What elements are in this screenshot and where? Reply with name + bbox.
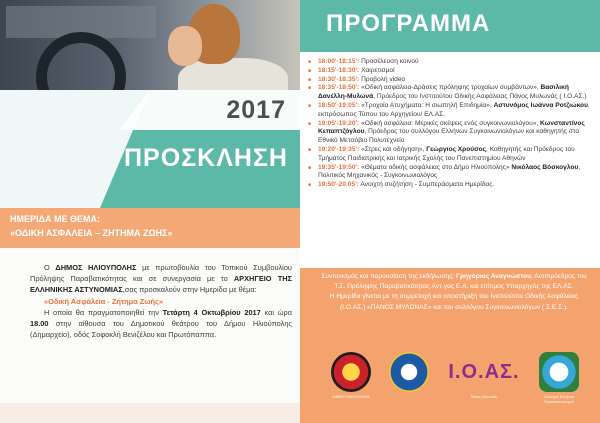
program-item: [308, 120, 596, 146]
municipality-emblem-icon: [331, 352, 371, 392]
invitation-body: [30, 262, 292, 340]
police-emblem-icon: [389, 352, 429, 392]
program-time: 18:15'-18:30':: [318, 66, 360, 74]
invitation-title: ΠΡΟΣΚΛΗΣΗ: [123, 144, 288, 172]
program-item: [308, 84, 596, 102]
program-details: , Καθηγητής και Πρόεδρος του Τμήματος Παιδιατρικής και Ιατρικής Σχολής του Πανεπιστημίου Αθηνών: [318, 145, 575, 162]
program-text: «Τροχαία Ατυχήματα: Η σιωπηλή Επιδημία»,: [359, 101, 494, 109]
steering-wheel-icon: [36, 32, 126, 90]
municipality-logo: ΔΗΜΟΣ ΗΛΙΟΥΠΟΛΗΣ: [324, 352, 378, 416]
theme-line: «Οδική Ασφάλεια - Ζήτημα Ζωής»: [44, 296, 164, 306]
program-time: 19:35'-19:50':: [318, 163, 360, 171]
driving-simulator-photo: [0, 0, 300, 90]
program-time: 18:00'-18:15':: [318, 58, 360, 65]
program-time: 19:50'-20.05':: [318, 181, 359, 189]
program-speaker: Νικόλαος Βόσκογλου: [511, 163, 579, 171]
topic-banner: [0, 208, 300, 248]
program-text: Προσέλευση κοινού: [359, 58, 419, 65]
program-title: ΠΡΟΓΡΑΜΜΑ: [326, 10, 491, 37]
program-speaker: Γεώργιος Χρούσος: [426, 145, 487, 153]
support-line: Η Ημερίδα γίνεται με τη συμμετοχή και υποστήριξη του Ινστιτούτου Οδικής Ασφάλειας (Ι.Ο.ΑΣ.) «ΠΑΝΟΣ ΜΥΛΩΝΑΣ» και του συλλόγου Συγκοινωνιολόγων ( Σ.Ε.Σ.).: [329, 293, 579, 311]
program-time: 19:05'-19:20':: [318, 119, 360, 127]
program-time: 18:50'-19:05':: [318, 101, 360, 109]
year-label: 2017: [226, 96, 286, 124]
ses-logo: Σύλλογος Ελλήνων Συγκοινωνιολόγων: [532, 352, 586, 416]
program-text: Προβολή video: [359, 75, 406, 83]
program-list: [308, 58, 596, 190]
program-time: 18:35'-18:50':: [318, 84, 360, 92]
program-panel: [300, 0, 600, 423]
program-text: «Οδική ασφάλεια: Μερικές σκέψεις ενός συγκοινωνιολόγου»,: [359, 119, 541, 127]
program-item: [308, 181, 596, 190]
organizer-text: [318, 272, 590, 313]
program-speaker: Αστυνόμος Ιωάννα Ροτζιώκου: [493, 101, 588, 109]
ioas-mark: Ι.Ο.ΑΣ.: [448, 361, 520, 383]
bottom-strip: [0, 403, 300, 423]
program-details: , Πρόεδρος του συλλόγου Ελλήνων Συγκοινωνιολόγων και καθηγητής στο Εθνικό Μετσόβιο Πολυτεχνείο: [318, 128, 580, 145]
program-text: Ανοιχτή συζήτηση - Συμπεράσματα Ημερίδας.: [358, 181, 495, 189]
program-item: [308, 146, 596, 164]
program-header: [300, 0, 600, 52]
police-logo: [382, 352, 436, 416]
topic-line-1: ΗΜΕΡΙΔΑ ΜΕ ΘΕΜΑ:: [10, 214, 100, 224]
program-time: 18:30'-18:35':: [318, 75, 360, 83]
program-text: Χαιρετισμοί: [359, 66, 395, 74]
logo-row: [318, 352, 594, 416]
program-time: 19:20'-19:35':: [318, 145, 360, 153]
program-item: [308, 58, 596, 67]
program-item: [308, 164, 596, 182]
program-text: «Οδική ασφάλεια-Δράσεις πρόληψης τροχαίων συμβάντων»,: [359, 84, 541, 92]
paragraph-date: Η οποία θα πραγματοποιηθεί την Τετάρτη 4 Οκτωβρίου 2017 και ώρα 18.00 στην αίθουσα του Δημοτικού θεάτρου του Δήμου Ηλιούπολης (Δημαρχείο), οδός Σοφοκλή Βενιζέλου και Πρωτόπαππα.: [30, 307, 292, 340]
program-text: «Θέματα οδικής ασφάλειας στο Δήμο Ηλιούπολης»: [359, 163, 512, 171]
coordinator-line: Συντονισμός και παρουσίαση της εκδήλωσης: Γρηγόριος Αναγνώστου, Αντιπρόεδρος του Τ.Σ. Πρόληψης Παραβατικότητας Αντ-γος Ε.Α. και επίτιμος Υπαρχηγός της ΕΛ.ΑΣ.: [321, 273, 587, 291]
program-details: , Πολιτικός Μηχανικός - Συγκοινωνιολόγος: [318, 163, 581, 180]
program-speaker: Κωνσταντίνος Κεπαπτζόγλου: [318, 119, 585, 136]
ioas-logo: Ι.Ο.ΑΣ. Πάνος Μυλωνάς: [446, 352, 522, 416]
program-speaker: Βασιλική Δανέλλη-Μυλωνά: [318, 84, 569, 101]
program-details: , εκπρόσωπος Τύπου του Αρχηγείου/ ΕΛ.ΑΣ.: [318, 101, 590, 118]
topic-line-2: «ΟΔΙΚΗ ΑΣΦΑΛΕΙΑ – ΖΗΤΗΜΑ ΖΩΗΣ»: [10, 228, 173, 238]
ses-emblem-icon: [539, 352, 579, 392]
program-text: «Στρες και οδήγηση»,: [359, 145, 427, 153]
program-details: , Πρόεδρος του Ινστιτούτου Οδικής Ασφάλειας Πάνος Μυλωνάς ( Ι.Ο.ΑΣ.): [373, 93, 587, 101]
paragraph-invite: Ο ΔΗΜΟΣ ΗΛΙΟΥΠΟΛΗΣ με πρωτοβουλία του Τοπικού Συμβουλίου Πρόληψης Παραβατικότητας και σε συνεργασία με το ΑΡΧΗΓΕΙΟ ΤΗΣ ΕΛΛΗΝΙΚΗΣ ΑΣΤΥΝΟΜΙΑΣ,σας προσκαλούν στην Ημερίδα με θέμα:: [30, 263, 292, 295]
program-item: [308, 102, 596, 120]
program-item: [308, 67, 596, 76]
